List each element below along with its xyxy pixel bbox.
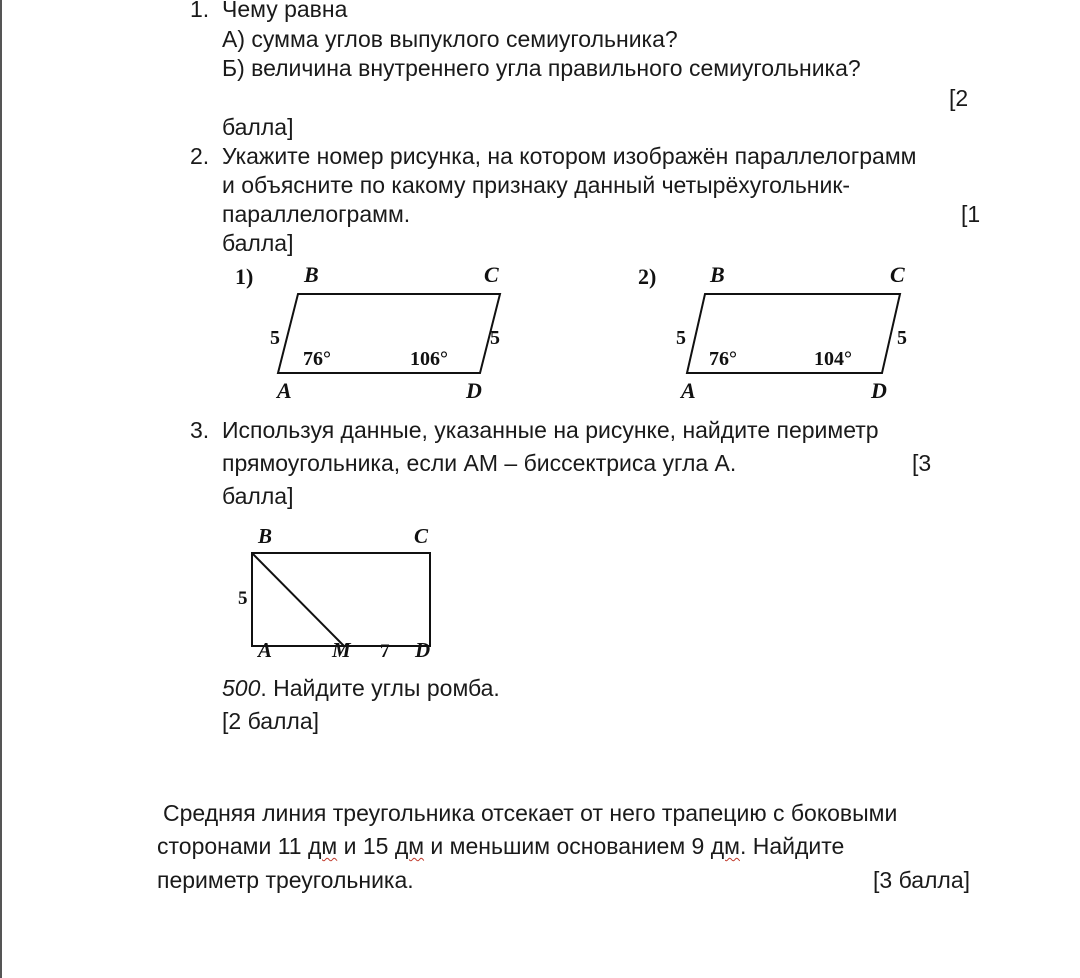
figure2-angle-d: 104°: [814, 348, 852, 370]
rect-side-ab: 5: [238, 588, 248, 609]
spellcheck-unit-1: дм: [307, 833, 338, 859]
q2-line1: Укажите номер рисунка, на котором изображён параллелограмм: [222, 143, 917, 169]
q-last-line3: периметр треугольника.: [157, 867, 414, 893]
q-last-line1: Средняя линия треугольника отсекает от него трапецию с боковыми: [163, 800, 898, 826]
parallelogram-figure-2: [632, 258, 932, 408]
rect-vertex-a: A: [258, 638, 273, 662]
figure1-side-left: 5: [270, 327, 280, 349]
q1-number: 1.: [190, 0, 210, 22]
spellcheck-unit-2: дм: [394, 833, 425, 859]
q500-score: [2 балла]: [222, 708, 320, 734]
figure2-vertex-d: D: [871, 378, 887, 403]
parallelogram-figure-1: [225, 258, 525, 408]
figure1-angle-d: 106°: [410, 348, 448, 370]
figure2-number: 2): [638, 264, 657, 289]
page-left-edge: [0, 0, 2, 978]
figure1-angle-a: 76°: [303, 348, 331, 370]
q1-score-close: балла]: [222, 114, 294, 140]
q1-score-open: [2: [949, 85, 969, 111]
q3-number: 3.: [190, 417, 210, 443]
q-last-score: [3 балла]: [873, 867, 971, 893]
rect-shape: [252, 553, 430, 646]
q2-line2: и объясните по какому признаку данный четырёхугольник-: [222, 172, 851, 198]
figure1-vertex-c: C: [484, 262, 499, 287]
q3-score-close: балла]: [222, 483, 294, 509]
figure1-vertex-b: B: [304, 262, 319, 287]
rect-seg-md: 7: [380, 641, 390, 662]
q-last-line2: сторонами 11 дм и 15 дм и меньшим основанием 9 дм. Найдите: [157, 833, 845, 859]
rect-point-m: M: [332, 638, 351, 662]
spellcheck-unit-3: дм: [710, 833, 740, 859]
q1-part-b: Б) величина внутреннего угла правильного семиугольника?: [222, 55, 861, 81]
figure2-angle-a: 76°: [709, 348, 737, 370]
figure2-side-right: 5: [897, 327, 907, 349]
q500-text: . Найдите углы ромба.: [260, 675, 500, 701]
q2-score-open: [1: [961, 201, 981, 227]
figure1-vertex-a: A: [277, 378, 292, 403]
q3-line2: прямоугольника, если АМ – биссектриса угла А.: [222, 450, 737, 476]
figure2-side-left: 5: [676, 327, 686, 349]
figure1-side-right: 5: [490, 327, 500, 349]
q2-line3: параллелограмм.: [222, 201, 411, 227]
figure1-number: 1): [235, 264, 254, 289]
rect-vertex-b: B: [258, 524, 273, 548]
figure2-vertex-b: B: [710, 262, 725, 287]
figure1-vertex-d: D: [466, 378, 482, 403]
q2-number: 2.: [190, 143, 210, 169]
rect-vertex-c: C: [414, 524, 429, 548]
rect-vertex-d: D: [415, 638, 431, 662]
q3-score-open: [3: [912, 450, 932, 476]
rect-bisector-am: [252, 553, 344, 646]
rectangle-figure: [228, 517, 458, 667]
q1-part-a: А) сумма углов выпуклого семиугольника?: [222, 26, 678, 52]
figure2-vertex-a: A: [681, 378, 696, 403]
q3-line1: Используя данные, указанные на рисунке, найдите периметр: [222, 417, 879, 443]
figure2-vertex-c: C: [890, 262, 905, 287]
q2-score-close: балла]: [222, 230, 294, 256]
q500-line: [222, 674, 500, 702]
q500-number: 500: [222, 675, 261, 701]
q1-title: Чему равна: [222, 0, 348, 22]
